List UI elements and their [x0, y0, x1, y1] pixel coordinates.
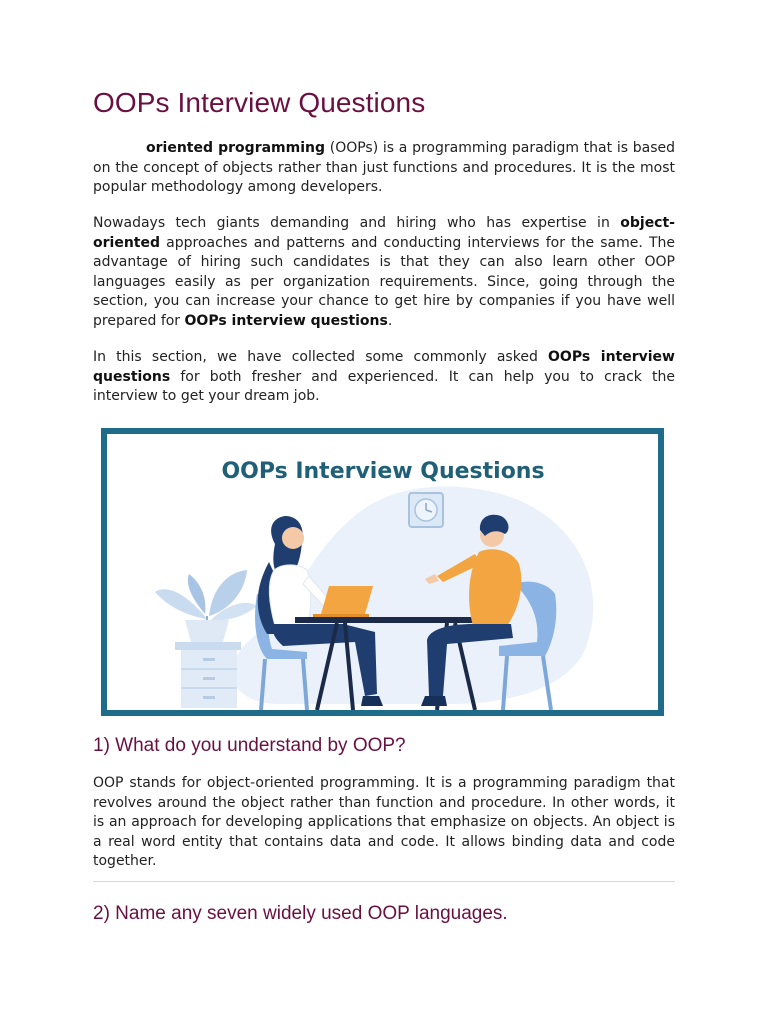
para2-text-1: Nowadays tech giants demanding and hiring who has expertise in [93, 215, 621, 231]
clock-icon [409, 493, 443, 527]
section-divider [93, 881, 675, 882]
expertise-paragraph [93, 214, 675, 332]
question-2-heading: 2) Name any seven widely used OOP languages. [93, 903, 508, 924]
para2-text-3: . [387, 312, 393, 329]
para2-text-2: approaches and patterns and conducting interviews for the same. The advantage of hiring such candidates is that they can also learn other OOP languages easily as per organization requirements. Since, going through the section, you can increase your chance to get hire by companies if you have well prepared for [93, 234, 675, 329]
para3-bold-1: OOPs interview questions [93, 349, 675, 385]
interview-illustration-svg [107, 434, 658, 710]
page-title: OOPs Interview Questions [93, 87, 426, 118]
question-1-answer: OOP stands for object-oriented programming. It is a programming paradigm that revolves around the object rather than function and procedure. In other words, it is an approach for developing applications that emphasize on objects. An object is a real word entity that contains data and code. It allows binding data and code together. [93, 775, 675, 870]
para3-text-1: In this section, we have collected some commonly asked [93, 349, 549, 365]
section-paragraph [93, 348, 675, 407]
intro-paragraph [93, 139, 675, 198]
question-1-heading: 1) What do you understand by OOP? [93, 735, 406, 756]
drawer-cabinet [175, 642, 241, 708]
banner-text: OOPs Interview Questions [221, 459, 545, 484]
intro-bold-lead: oriented programming [146, 140, 326, 156]
para3-text-2: for both fresher and experienced. It can help you to crack the interview to get your dream job. [93, 368, 675, 405]
intro-text: (OOPs) is a programming paradigm that is based on the concept of objects rather than just functions and procedures. It is the most popular methodology among developers. [93, 140, 675, 196]
interview-illustration [101, 428, 664, 716]
para2-bold-2: OOPs interview questions [184, 312, 388, 329]
plant-icon [155, 570, 257, 642]
para2-bold-1: object- oriented [93, 215, 675, 251]
